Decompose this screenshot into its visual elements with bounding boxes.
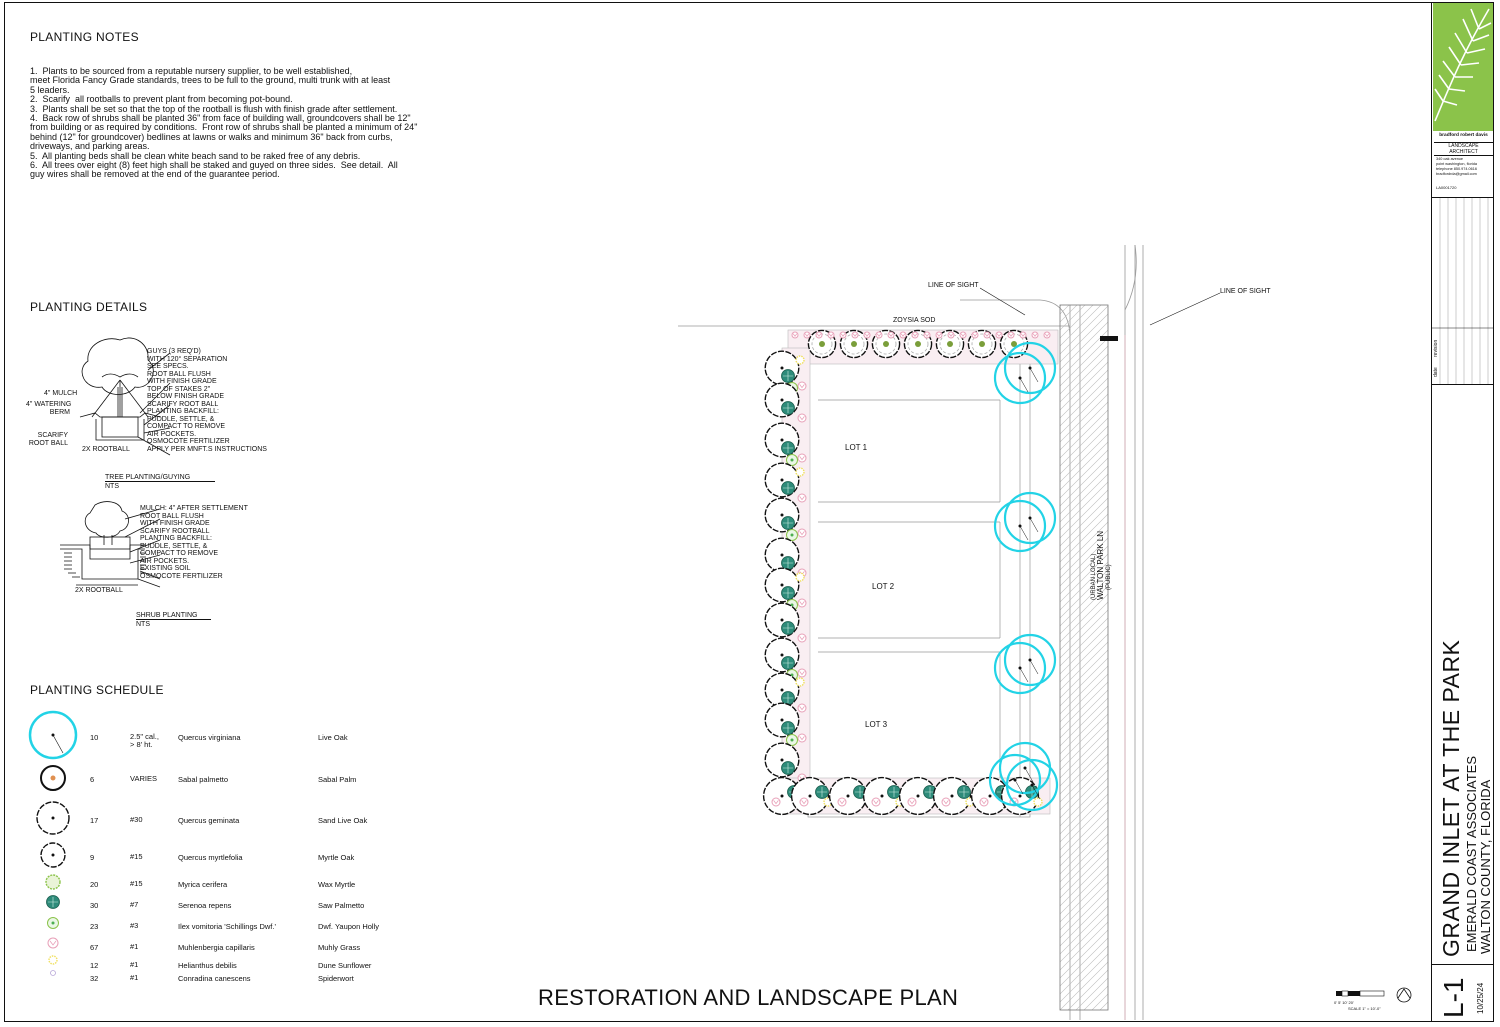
schedule-size: 2.5" cal., > 8' ht. [130, 732, 159, 749]
detail-label: PUDDLE, SETTLE, & [140, 542, 208, 550]
muhly-symbol [798, 414, 806, 422]
note-line: 3. Plants shall be set so that the top of the rootball is flush with finish grade after settlement. [30, 103, 398, 114]
note-line: guy wires shall be removed at the end of the guarantee period. [30, 169, 280, 180]
schedule-size: #1 [130, 973, 139, 982]
sunflower-symbol [1034, 798, 1042, 806]
schedule-size: #3 [130, 921, 139, 930]
detail-label: SCARIFY ROOT BALL [147, 400, 219, 408]
saw-palmetto-symbol [782, 762, 795, 775]
schedule-qty: 10 [90, 733, 99, 742]
title-block [1431, 2, 1494, 1022]
schedule-size: #1 [130, 960, 139, 969]
schedule-common: Sand Live Oak [318, 816, 368, 825]
schedule-botanical: Quercus geminata [178, 816, 240, 825]
label-mulch: 4" MULCH [44, 390, 78, 397]
schedule-row [30, 877, 430, 893]
firm-logo [1433, 3, 1493, 131]
muhly-symbol [798, 454, 806, 462]
muhly-symbol [888, 332, 894, 338]
muhly-symbol [800, 798, 808, 806]
note-line: 5 leaders. [30, 84, 70, 95]
schedule-size: VARIES [130, 774, 157, 783]
muhly-symbol [908, 798, 916, 806]
muhly-symbol [840, 332, 846, 338]
schedule-common: Live Oak [318, 733, 348, 742]
schedule-qty: 12 [90, 961, 99, 970]
saw-palmetto-symbol [816, 786, 829, 799]
muhly-symbol [876, 332, 882, 338]
tree-detail-labels [147, 348, 267, 453]
license-number: LA0001720 [1436, 185, 1457, 190]
divider [1432, 384, 1493, 385]
label-shrub-rootball: 2X ROOTBALL [75, 587, 123, 594]
note-line: from building or as required by conditions. Front row of shrubs shall be planted a minimum of 24" [30, 122, 418, 133]
project-title: GRAND INLET AT THE PARK [1438, 639, 1464, 957]
schedule-botanical: Sabal palmetto [178, 775, 229, 784]
shrub-detail-labels [140, 505, 248, 580]
muhly-symbol [864, 332, 870, 338]
muhly-symbol [792, 332, 798, 338]
address-line: bradfordrda@gmail.com [1436, 172, 1477, 176]
detail-label: WITH 120° SEPARATION [147, 355, 228, 363]
note-line: 1. Plants to be sourced from a reputable nursery supplier, to be well established, [30, 66, 353, 76]
schedule-common: Dune Sunflower [318, 961, 372, 970]
shrub-caption-sub: NTS [136, 619, 211, 629]
line-of-sight-left: LINE OF SIGHT [928, 282, 979, 289]
road-sidewalk [1060, 305, 1108, 1010]
sheet-number: L-1 [1438, 977, 1469, 1018]
muhly-symbol [772, 798, 780, 806]
notes-body [30, 67, 500, 180]
saw-palmetto-symbol [782, 692, 795, 705]
schedule-qty: 30 [90, 901, 99, 910]
detail-label: APPLY PER MNFT.S INSTRUCTIONS [147, 445, 267, 453]
saw-palmetto-symbol [888, 786, 901, 799]
muhly-symbol [942, 798, 950, 806]
muhly-symbol [872, 798, 880, 806]
muhly-symbol [838, 798, 846, 806]
details-heading: PLANTING DETAILS [30, 300, 148, 314]
schedule-row [30, 813, 430, 829]
saw-palmetto-symbol [782, 657, 795, 670]
note-line: driveways, and parking areas. [30, 141, 150, 152]
saw-palmetto-symbol [782, 587, 795, 600]
saw-palmetto-symbol [782, 482, 795, 495]
road-type: (URBAN LOCAL) [1091, 553, 1097, 600]
note-line: meet Florida Fancy Grade standards, trees to be full to the ground, multi trunk with at least [30, 75, 391, 86]
detail-label: GUYS (3 REQ'D) [147, 348, 201, 355]
lot-1-label: LOT 1 [845, 443, 868, 452]
detail-label: EXISTING SOIL [140, 565, 191, 572]
sunflower-symbol [796, 356, 804, 364]
schedule-qty: 23 [90, 922, 99, 931]
saw-palmetto-symbol [782, 517, 795, 530]
muhly-symbol [1020, 332, 1026, 338]
label-tree-rootball: 2X ROOTBALL [82, 446, 130, 453]
schedule-qty: 20 [90, 880, 99, 889]
schedule-qty: 6 [90, 775, 95, 784]
muhly-symbol [798, 634, 806, 642]
note-line: 4. Back row of shrubs shall be planted 36" from face of building wall, groundcovers shall be 12" [30, 113, 411, 124]
muhly-symbol [798, 382, 806, 390]
label-berm: 4" WATERING BERM [26, 401, 72, 416]
detail-label: TOP OF STAKES 2" [147, 385, 211, 393]
detail-label: OSMOCOTE FERTILIZER [147, 438, 230, 445]
muhly-symbol [798, 669, 806, 677]
revision-date-header: date [1433, 367, 1439, 377]
site-plan [670, 240, 1150, 1020]
muhly-symbol [924, 332, 930, 338]
saw-palmetto-symbol [782, 442, 795, 455]
detail-label: BELOW FINISH GRADE [147, 393, 225, 400]
lot-3-label: LOT 3 [865, 720, 888, 729]
schedule-row [30, 898, 430, 914]
note-line: 5. All planting beds shall be clean white beach sand to be raked free of any debris. [30, 150, 361, 161]
muhly-symbol [900, 332, 906, 338]
address-line: telephone 850.974.0616 [1436, 167, 1477, 171]
schedule-common: Sabal Palm [318, 775, 357, 784]
schedule-size: #1 [130, 942, 139, 951]
detail-label: ROOT BALL FLUSH [147, 370, 211, 378]
schedule-size: #15 [130, 879, 143, 888]
schedule-botanical: Quercus virginiana [178, 733, 241, 742]
detail-label: PLANTING BACKFILL: [147, 408, 219, 415]
muhly-symbol [960, 332, 966, 338]
schedule-common: Muhly Grass [318, 943, 361, 952]
detail-label: COMPACT TO REMOVE [147, 423, 226, 430]
schedule-size: #15 [130, 852, 143, 861]
schedule-qty: 32 [90, 974, 99, 983]
zoysia-label: ZOYSIA SOD [893, 317, 936, 324]
muhly-symbol [984, 332, 990, 338]
saw-palmetto-symbol [782, 622, 795, 635]
lot-lines [808, 362, 1030, 817]
note-line: 6. All trees over eight (8) feet high shall be staked and guyed on three sides. See detail. All [30, 160, 398, 171]
muhly-symbol [798, 704, 806, 712]
schedule-qty: 17 [90, 816, 99, 825]
muhly-symbol [980, 798, 988, 806]
schedule-botanical: Helianthus debilis [178, 961, 237, 970]
road-sign [1100, 336, 1118, 341]
sunflower-symbol [796, 678, 804, 686]
detail-label: WITH FINISH GRADE [140, 520, 210, 527]
north-arrow-icon [1397, 988, 1411, 1002]
schedule-size: #7 [130, 900, 139, 909]
schedule-row [30, 772, 430, 788]
client-name: EMERALD COAST ASSOCIATES [1464, 755, 1479, 952]
detail-label: PUDDLE, SETTLE, & [147, 415, 215, 423]
muhly-symbol [936, 332, 942, 338]
revision-grid [1432, 198, 1493, 384]
muhly-symbol [948, 332, 954, 338]
schedule-botanical: Muhlenbergia capillaris [178, 943, 255, 952]
firm-subtitle: LANDSCAPE ARCHITECT [1434, 142, 1493, 156]
line-of-sight-right: LINE OF SIGHT [1220, 288, 1271, 295]
shrub-caption: SHRUB PLANTING [136, 612, 198, 619]
saw-palmetto-symbol [782, 370, 795, 383]
schedule-qty: 67 [90, 943, 99, 952]
detail-label: AIR POCKETS. [140, 557, 190, 565]
tree-caption-sub: NTS [105, 481, 215, 491]
schedule-row [30, 971, 430, 987]
revision-header: revision [1433, 339, 1439, 357]
muhly-symbol [816, 332, 822, 338]
sunflower-symbol [796, 573, 804, 581]
scale-text: SCALE 1" = 10'-0" [1348, 1006, 1381, 1011]
detail-label: MULCH: 4" AFTER SETTLEMENT [140, 505, 248, 512]
schedule-botanical: Serenoa repens [178, 901, 232, 910]
address-line: 340 oak avenue [1436, 157, 1464, 161]
detail-label: SEE SPECS. [147, 363, 189, 370]
schedule-botanical: Conradina canescens [178, 974, 251, 983]
schedule-common: Myrtle Oak [318, 853, 355, 862]
label-scarify: SCARIFY ROOT BALL [28, 432, 68, 447]
plan-title: RESTORATION AND LANDSCAPE PLAN [538, 985, 959, 1010]
detail-label: COMPACT TO REMOVE [140, 550, 219, 557]
schedule-row [30, 850, 430, 866]
muhly-symbol [996, 332, 1002, 338]
saw-palmetto-symbol [782, 402, 795, 415]
notes-heading: PLANTING NOTES [30, 30, 139, 44]
schedule-heading: PLANTING SCHEDULE [30, 683, 164, 697]
schedule-common: Spiderwort [318, 974, 354, 983]
schedule-size: #30 [130, 815, 143, 824]
firm-address [1436, 157, 1477, 177]
sunflower-symbol [796, 468, 804, 476]
muhly-symbol [1032, 332, 1038, 338]
schedule-botanical: Ilex vomitoria 'Schillings Dwf.' [178, 922, 276, 931]
scale-ticks: 0' 5' 10' 20' [1334, 1000, 1354, 1005]
muhly-symbol [972, 332, 978, 338]
detail-label: OSMOCOTE FERTILIZER [140, 572, 223, 580]
schedule-botanical: Quercus myrtlefolia [178, 853, 243, 862]
detail-label: AIR POCKETS. [147, 430, 197, 438]
muhly-symbol [804, 332, 810, 338]
project-location: WALTON COUNTY, FLORIDA [1478, 779, 1493, 954]
saw-palmetto-symbol [958, 786, 971, 799]
schedule-common: Dwf. Yaupon Holly [318, 922, 380, 931]
road-name: WALTON PARK LN [1096, 530, 1105, 600]
schedule-common: Saw Palmetto [318, 901, 365, 910]
divider [1432, 964, 1493, 965]
schedule-row [30, 730, 430, 749]
detail-label: PLANTING BACKFILL: [140, 535, 212, 542]
detail-label: WITH FINISH GRADE [147, 378, 217, 385]
sight-leaders [980, 285, 1230, 330]
muhly-symbol [852, 332, 858, 338]
schedule-botanical: Myrica cerifera [178, 880, 228, 889]
saw-palmetto-symbol [782, 557, 795, 570]
sheet-date: 10/25/24 [1476, 982, 1485, 1014]
muhly-symbol [828, 332, 834, 338]
muhly-symbol [1044, 332, 1050, 338]
address-line: point washington, florida [1436, 162, 1477, 166]
muhly-symbol [798, 734, 806, 742]
muhly-symbol [798, 529, 806, 537]
lot-2-label: LOT 2 [872, 582, 895, 591]
detail-label: ROOT BALL FLUSH [140, 512, 204, 520]
saw-palmetto-symbol [782, 722, 795, 735]
detail-label: SCARIFY ROOTBALL [140, 527, 210, 535]
note-line: behind (12" for groundcover) bedlines at lawns or walks and minimum 36" back from curbs, [30, 131, 393, 142]
muhly-symbol [912, 332, 918, 338]
firm-name: bradford robert davis [1439, 133, 1488, 138]
schedule-qty: 9 [90, 853, 95, 862]
muhly-symbol [798, 494, 806, 502]
schedule-row [30, 940, 430, 956]
schedule-row [30, 919, 430, 935]
note-line: 2. Scarify all rootballs to prevent plant from becoming pot-bound. [30, 94, 293, 105]
muhly-symbol [798, 599, 806, 607]
tree-caption: TREE PLANTING/GUYING [105, 474, 191, 481]
schedule-common: Wax Myrtle [318, 880, 356, 889]
muhly-symbol [1008, 332, 1014, 338]
road-sub: (PUBLIC) [1106, 564, 1112, 590]
